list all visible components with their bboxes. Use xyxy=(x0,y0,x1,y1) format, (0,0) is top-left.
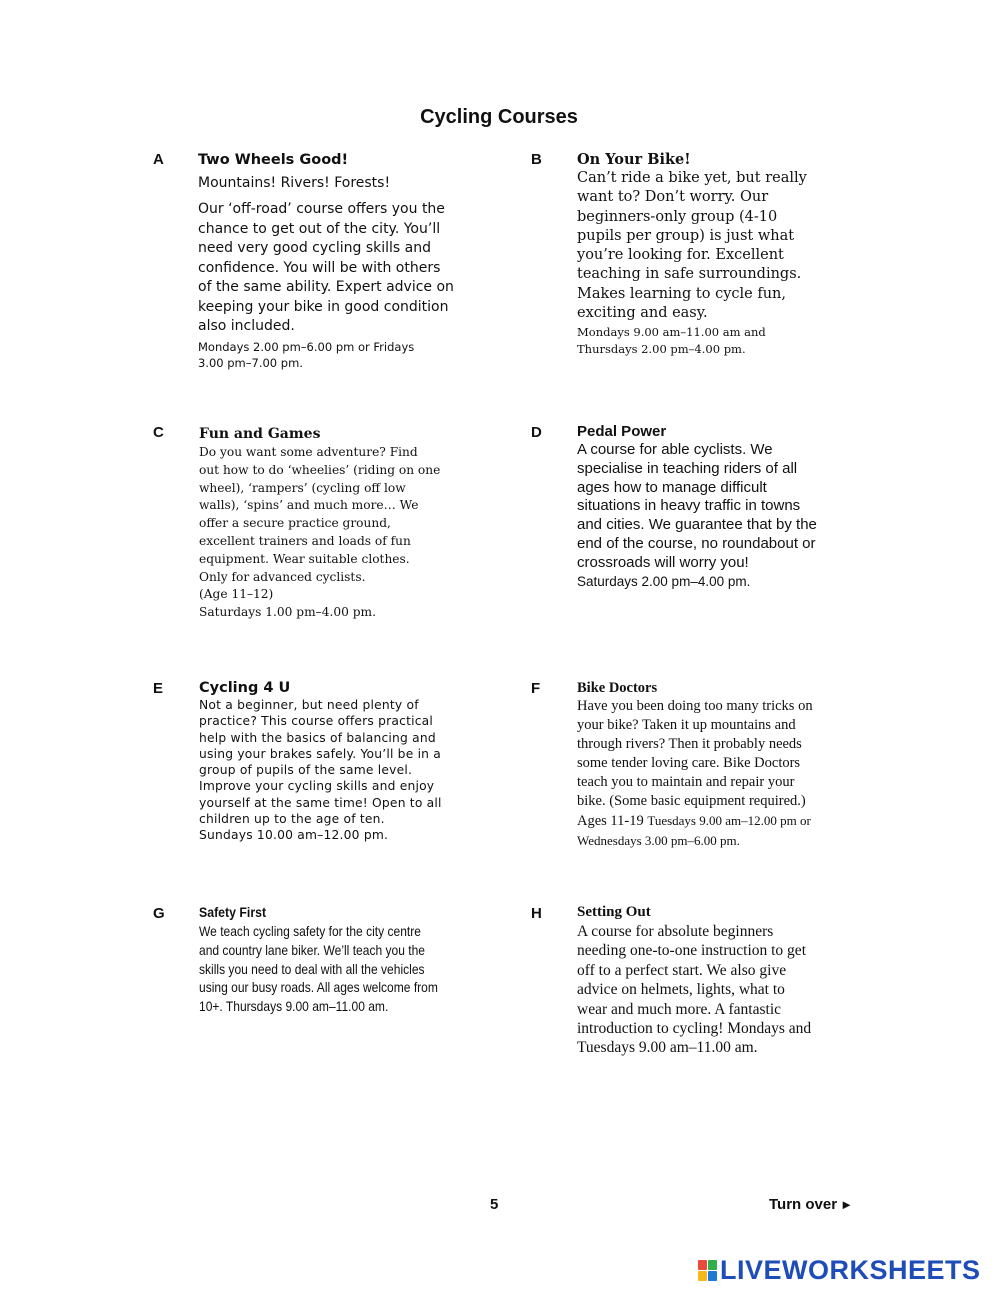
course-b-line: pupils per group) is just what xyxy=(577,227,795,244)
course-a xyxy=(198,150,488,372)
course-d-letter: D xyxy=(531,424,542,441)
course-c-line: (Age 11–12) xyxy=(199,587,274,602)
course-f-schedule: Tuesdays 9.00 am–12.00 pm or xyxy=(647,813,811,828)
course-h-line: advice on helmets, lights, what to xyxy=(577,981,785,999)
course-d-title: Pedal Power xyxy=(577,423,667,440)
course-d-schedule: Saturdays 2.00 pm–4.00 pm. xyxy=(577,573,751,589)
course-c-line: equipment. Wear suitable clothes. xyxy=(199,551,410,566)
course-e-line: yourself at the same time! Open to all xyxy=(199,795,442,810)
course-g-line: 10+. Thursdays 9.00 am–11.00 am. xyxy=(199,998,389,1015)
turn-over-label: Turn over xyxy=(769,1196,838,1213)
course-c-description xyxy=(199,444,489,622)
course-a-title: Two Wheels Good! xyxy=(198,152,349,168)
course-a-line: of the same ability. Expert advice on xyxy=(198,279,454,295)
course-a-line: 3.00 pm–7.00 pm. xyxy=(198,356,303,370)
course-f-line: through rivers? Then it probably needs xyxy=(577,736,802,752)
course-f-schedule-alt: Wednesdays 3.00 pm–6.00 pm. xyxy=(577,833,740,848)
course-e-line: children up to the age of ten. xyxy=(199,812,385,827)
course-d-line: end of the course, no roundabout or xyxy=(577,534,816,552)
course-b-line: Thursdays 2.00 pm–4.00 pm. xyxy=(577,341,746,356)
course-g xyxy=(199,903,489,1016)
course-d-line: ages how to manage difficult xyxy=(577,478,767,496)
course-g-line: skills you need to deal with all the vehicles xyxy=(199,960,425,977)
course-d xyxy=(577,423,867,591)
course-d-description xyxy=(577,441,867,573)
course-g-line: We teach cycling safety for the city centre xyxy=(199,923,421,939)
course-a-line: need very good cycling skills and xyxy=(198,240,432,256)
course-g-title: Safety First xyxy=(199,904,267,920)
course-h xyxy=(577,903,867,1058)
course-h-letter: H xyxy=(531,905,542,922)
course-c-line: walls), ‘spins’ and much more… We xyxy=(199,498,419,513)
course-a-line: keeping your bike in good condition xyxy=(198,298,449,315)
course-b-line: Mondays 9.00 am–11.00 am and xyxy=(577,325,766,340)
course-g-line: using our busy roads. All ages welcome from xyxy=(199,979,438,996)
course-c-line: excellent trainers and loads of fun xyxy=(199,533,411,548)
course-e-line: help with the basics of balancing and xyxy=(199,730,436,745)
course-c-line: Do you want some adventure? Find xyxy=(199,445,418,459)
course-b-line: exciting and easy. xyxy=(577,305,708,322)
course-a-line: Our ‘off-road’ course offers you the xyxy=(198,201,445,217)
course-h-line: A course for absolute beginners xyxy=(577,923,774,940)
course-e-line: practice? This course offers practical xyxy=(199,714,434,729)
course-b-line: you’re looking for. Excellent xyxy=(577,247,784,264)
course-b-line: Can’t ride a bike yet, but really xyxy=(577,170,807,186)
course-a-line: confidence. You will be with others xyxy=(198,259,441,276)
logo-text: LIVEWORKSHEETS xyxy=(720,1254,981,1285)
logo-block xyxy=(698,1260,707,1270)
course-b-line: teaching in safe surroundings. xyxy=(577,266,802,283)
course-f-line: some tender loving care. Bike Doctors xyxy=(577,755,801,771)
course-e-letter: E xyxy=(153,680,164,697)
course-c xyxy=(199,424,489,622)
course-h-line: Tuesdays 9.00 am–11.00 am. xyxy=(577,1039,758,1057)
course-f-line: your bike? Taken it up mountains and xyxy=(577,717,796,733)
course-g-letter: G xyxy=(153,905,165,922)
course-e-line: Sundays 10.00 am–12.00 pm. xyxy=(199,828,389,843)
course-e-line: using your brakes safely. You’ll be in a xyxy=(199,746,442,761)
course-a-tagline: Mountains! Rivers! Forests! xyxy=(198,175,391,191)
course-b-letter: B xyxy=(531,151,542,168)
course-h-title: Setting Out xyxy=(577,904,651,920)
course-f-description xyxy=(577,697,867,850)
course-g-line: and country lane biker. We’ll teach you the xyxy=(199,941,426,958)
course-f-line: bike. (Some basic equipment required.) xyxy=(577,793,806,809)
course-e-title: Cycling 4 U xyxy=(199,680,291,696)
course-a-letter: A xyxy=(153,151,164,168)
blocks-icon xyxy=(698,1260,717,1281)
course-h-line: off to a perfect start. We also give xyxy=(577,961,787,979)
liveworksheets-logo[interactable] xyxy=(698,1255,981,1285)
course-f-line: teach you to maintain and repair your xyxy=(577,774,795,790)
course-c-line: wheel), ‘rampers’ (cycling off low xyxy=(199,480,406,495)
course-a-schedule xyxy=(198,339,488,372)
course-d-line: A course for able cyclists. We xyxy=(577,441,773,458)
logo-block xyxy=(698,1271,707,1281)
course-c-line: Saturdays 1.00 pm–4.00 pm. xyxy=(199,605,376,620)
course-b-schedule xyxy=(577,324,867,357)
course-f-line: Have you been doing too many tricks on xyxy=(577,698,813,714)
course-d-line: specialise in teaching riders of all xyxy=(577,459,798,477)
course-f-letter: F xyxy=(531,680,541,697)
course-g-description xyxy=(199,922,448,1016)
course-c-letter: C xyxy=(153,424,164,441)
course-h-line: introduction to cycling! Mondays and xyxy=(577,1020,812,1038)
course-e-line: Improve your cycling skills and enjoy xyxy=(199,779,435,794)
course-h-description xyxy=(577,922,867,1058)
course-f xyxy=(577,679,867,850)
course-e-description xyxy=(199,697,489,844)
course-b-line: want to? Don’t worry. Our xyxy=(577,189,769,206)
course-a-description xyxy=(198,200,488,337)
turn-over-link[interactable] xyxy=(769,1196,853,1213)
course-c-line: offer a secure practice ground, xyxy=(199,516,391,531)
course-a-line: also included. xyxy=(198,318,295,334)
logo-block xyxy=(708,1260,717,1270)
course-c-title: Fun and Games xyxy=(199,426,321,442)
course-a-line: Mondays 2.00 pm–6.00 pm or Fridays xyxy=(198,339,415,354)
course-c-line: Only for advanced cyclists. xyxy=(199,569,366,584)
course-b-description xyxy=(577,169,867,323)
course-h-line: needing one-to-one instruction to get xyxy=(577,942,806,960)
course-f-ages: Ages 11-19 xyxy=(577,813,648,829)
course-a-line: chance to get out of the city. You’ll xyxy=(198,220,441,237)
page-number: 5 xyxy=(490,1196,499,1213)
course-e-line: group of pupils of the same level. xyxy=(199,763,413,778)
course-b xyxy=(577,150,867,357)
course-c-line: out how to do ‘wheelies’ (riding on one xyxy=(199,462,441,477)
course-f-title: Bike Doctors xyxy=(577,680,658,696)
course-d-line: situations in heavy traffic in towns xyxy=(577,497,801,515)
arrow-right-icon: ► xyxy=(840,1197,853,1212)
page-title: Cycling Courses xyxy=(420,106,578,128)
course-f-line xyxy=(577,811,867,831)
course-d-line: and cities. We guarantee that by the xyxy=(577,516,817,534)
course-b-title: On Your Bike! xyxy=(577,151,691,168)
course-h-line: wear and much more. A fantastic xyxy=(577,1000,782,1018)
course-e-line: Not a beginner, but need plenty of xyxy=(199,698,419,712)
course-e xyxy=(199,679,489,844)
course-b-line: Makes learning to cycle fun, xyxy=(577,285,786,302)
logo-block xyxy=(708,1271,717,1281)
course-b-line: beginners-only group (4-10 xyxy=(577,208,778,225)
course-d-line: crossroads will worry you! xyxy=(577,553,749,571)
